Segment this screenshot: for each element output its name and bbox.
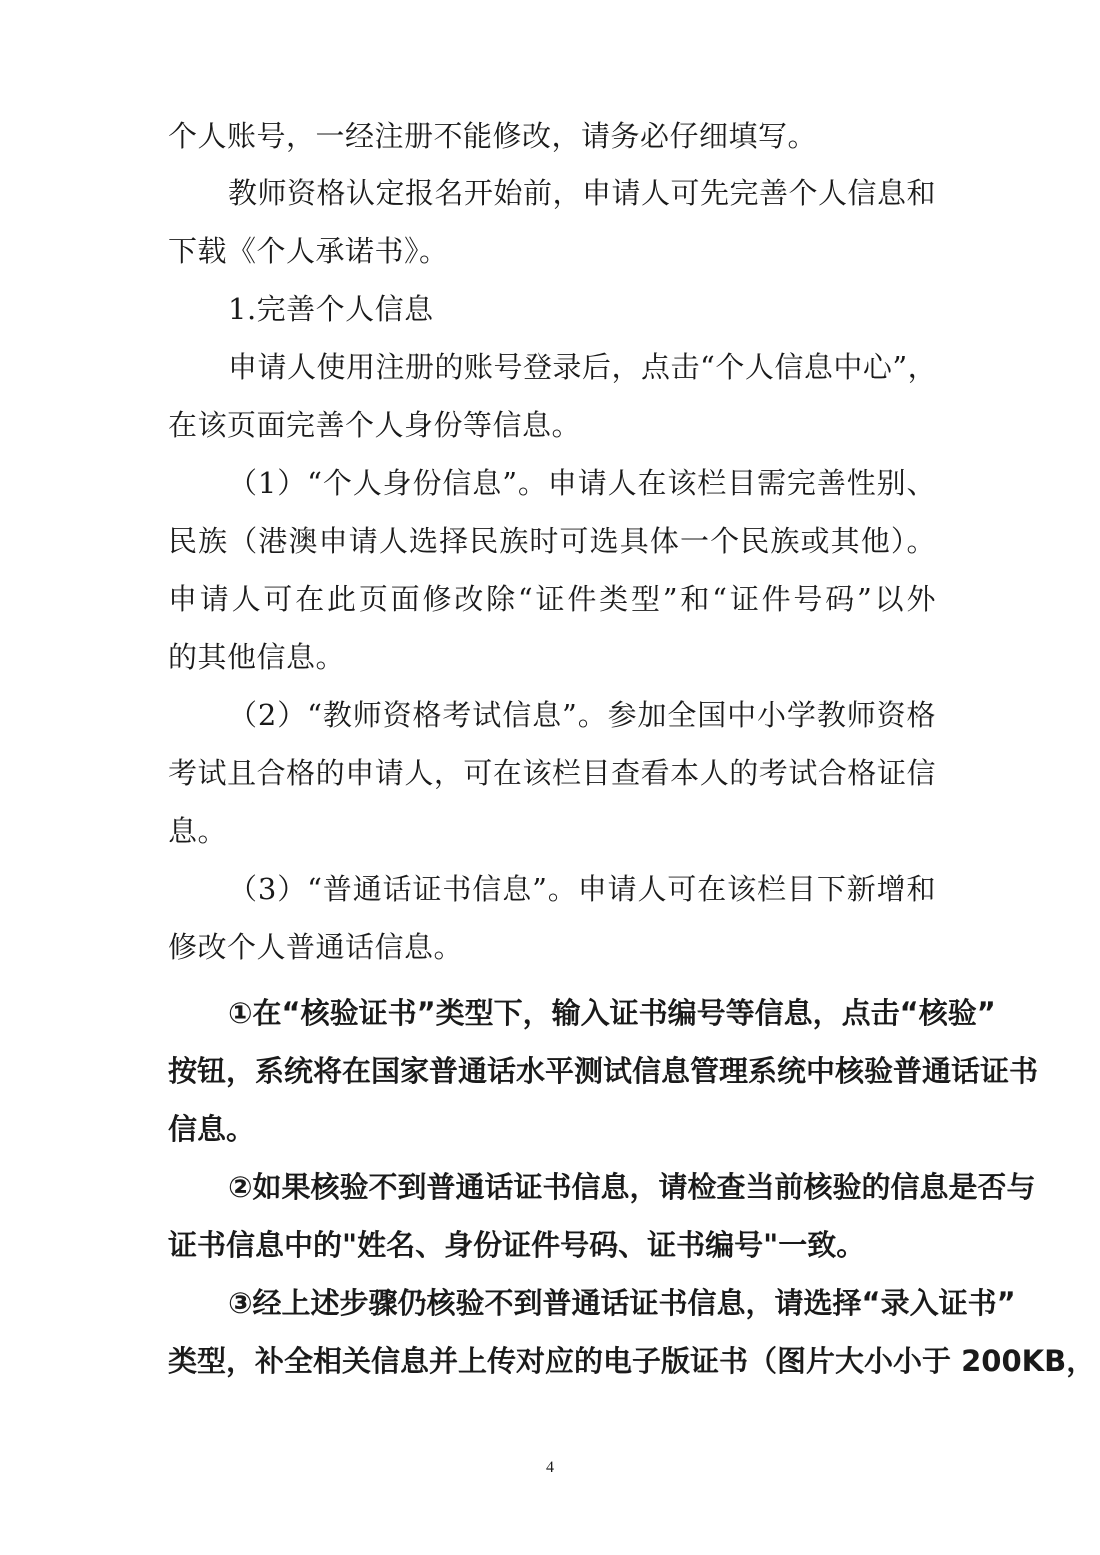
paragraph-line: 申请人可在此页面修改除“证件类型”和“证件号码”以外 xyxy=(168,582,936,616)
bold-paragraph-line: ③经上述步骤仍核验不到普通话证书信息，请选择“录入证书” xyxy=(228,1286,1016,1320)
paragraph-line: 在该页面完善个人身份等信息。 xyxy=(168,408,582,442)
paragraph-line: 的其他信息。 xyxy=(168,640,346,674)
section-heading: 1.完善个人信息 xyxy=(228,292,434,326)
bold-paragraph-line: 信息。 xyxy=(168,1112,256,1146)
paragraph-line: 下载《个人承诺书》。 xyxy=(168,234,449,268)
bold-paragraph-line: ①在“核验证书”类型下，输入证书编号等信息，点击“核验” xyxy=(228,996,996,1030)
paragraph-line: 修改个人普通话信息。 xyxy=(168,930,464,964)
bold-paragraph-line: 证书信息中的"姓名、身份证件号码、证书编号"一致。 xyxy=(168,1228,866,1262)
paragraph-line: 息。 xyxy=(168,814,228,848)
paragraph-line: 教师资格认定报名开始前，申请人可先完善个人信息和 xyxy=(228,176,937,210)
paragraph-line: 个人账号，一经注册不能修改，请务必仔细填写。 xyxy=(168,119,818,153)
paragraph-line: 考试且合格的申请人，可在该栏目查看本人的考试合格证信 xyxy=(168,756,936,790)
paragraph-line: 民族（港澳申请人选择民族时可选具体一个民族或其他）。 xyxy=(168,524,936,558)
page-number: 4 xyxy=(546,1459,554,1476)
bold-paragraph-line: 类型，补全相关信息并上传对应的电子版证书（图片大小小于 200KB， xyxy=(168,1344,1096,1378)
paragraph-line: （1）“个人身份信息”。申请人在该栏目需完善性别、 xyxy=(228,466,936,500)
paragraph-line: （3）“普通话证书信息”。申请人可在该栏目下新增和 xyxy=(228,872,936,906)
paragraph-line: （2）“教师资格考试信息”。参加全国中小学教师资格 xyxy=(228,698,936,732)
paragraph-line: 申请人使用注册的账号登录后，点击“个人信息中心”， xyxy=(228,350,938,384)
bold-paragraph-line: 按钮，系统将在国家普通话水平测试信息管理系统中核验普通话证书 xyxy=(168,1054,1039,1088)
bold-paragraph-line: ②如果核验不到普通话证书信息，请检查当前核验的信息是否与 xyxy=(228,1170,1036,1204)
